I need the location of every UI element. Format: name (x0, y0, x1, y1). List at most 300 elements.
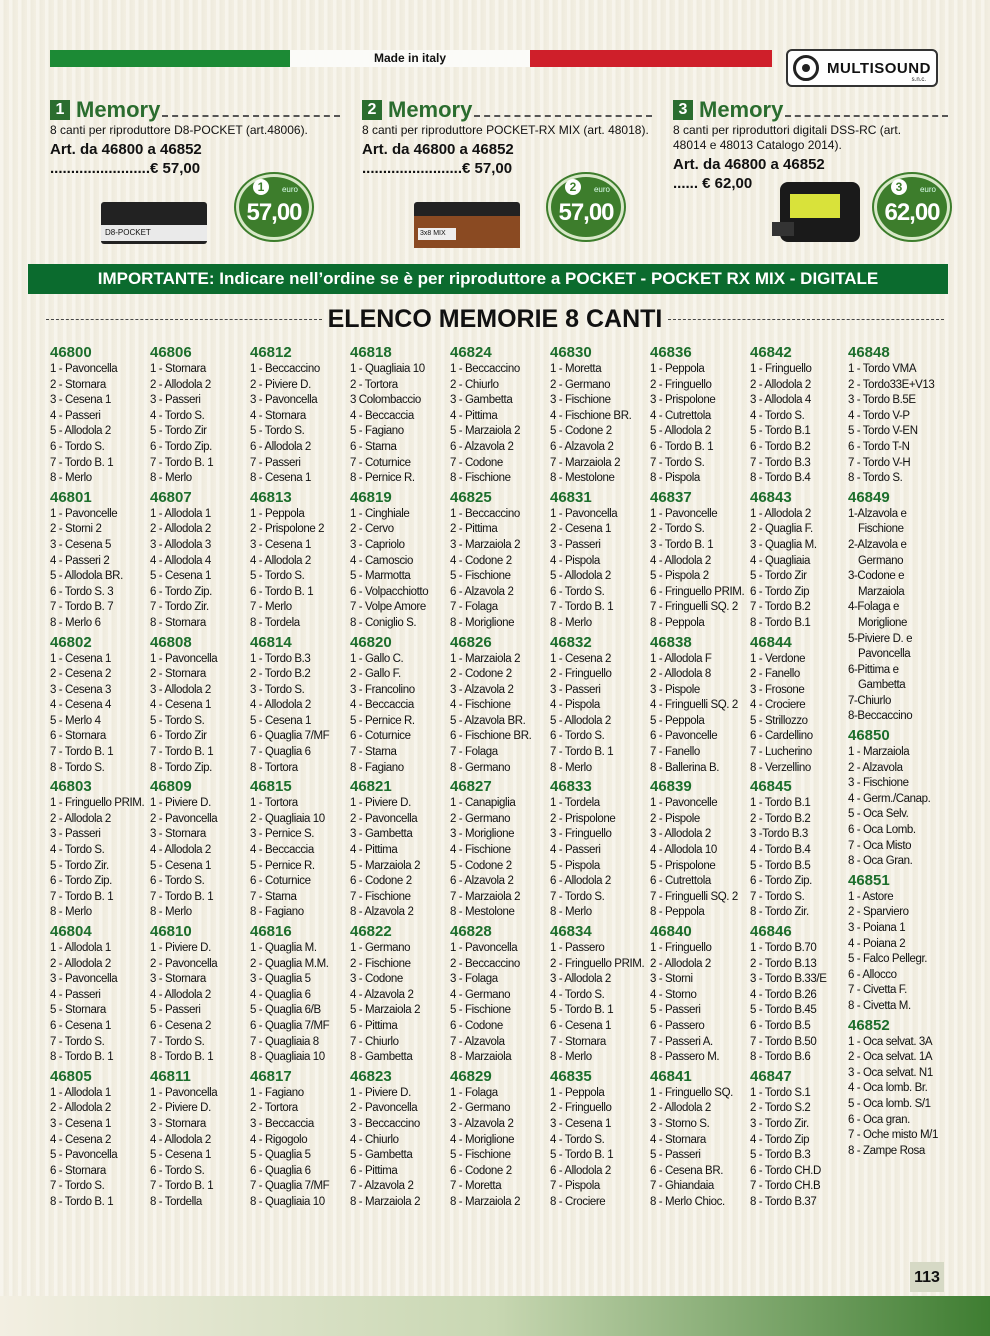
memory-block (250, 778, 348, 921)
song-item: 6 - Tordo B.5 (750, 1019, 811, 1032)
song-item: 5 - Quaglia 5 (250, 1149, 311, 1162)
song-item: 5 - Cesena 1 (150, 1149, 212, 1162)
song-item: 3 - Passeri (550, 683, 601, 696)
song-item: 4 - Allodola 10 (650, 844, 717, 857)
song-item: 2 - Oca selvat. 1A (848, 1051, 933, 1064)
song-item: 1 - Oca selvat. 3A (848, 1035, 933, 1048)
song-item: 3 - Cesena 3 (50, 683, 112, 696)
song-item: 1 - Astore (848, 890, 894, 903)
memory-block (350, 1068, 448, 1211)
song-item: 7 - Tordo B. 1 (550, 601, 614, 614)
song-item: 4 - Cesena 1 (150, 699, 212, 712)
song-item: 1 - Pavoncella (150, 1086, 218, 1099)
song-item: 7-Chiurlo (848, 694, 892, 707)
song-item: 8 - Merlo (550, 761, 592, 774)
song-item: Pavoncella (858, 648, 911, 661)
song-item: 3 - Allodola 2 (550, 973, 611, 986)
song-item: 6 - Quaglia 7/MF (250, 1019, 330, 1032)
song-item: 2 - Germano (550, 378, 611, 391)
song-item: 2 - Allodola 2 (50, 1102, 111, 1115)
song-item: 4 - Allodola 2 (250, 554, 311, 567)
song-item: 1 - Verdone (750, 652, 806, 665)
song-item: 5 - Allodola 2 (550, 570, 611, 583)
song-item: 3 - Tordo B.33/E (750, 973, 827, 986)
memory-code: 46846 (750, 923, 792, 940)
song-item: 3 - Tordo B. 1 (650, 538, 714, 551)
song-item: 8 - Tordo B.1 (750, 616, 811, 629)
song-item: 8 - Marzaiola 2 (350, 1195, 421, 1208)
song-item: 6 - Tordo Zip. (150, 585, 212, 598)
song-item: Moriglione (858, 616, 908, 629)
song-item: 7 - Tordo S. (750, 890, 805, 903)
memory-code: 46829 (450, 1067, 492, 1085)
song-item: 2 - Pavoncella (350, 812, 418, 825)
speaker-icon (793, 55, 819, 81)
song-item: 8 - Coniglio S. (350, 616, 417, 629)
song-item: 5 - Oca Selv. (848, 808, 909, 821)
song-item: 2 - Codone 2 (450, 668, 512, 681)
song-item: 5 - Passeri (650, 1149, 701, 1162)
memory-block (150, 1068, 248, 1211)
badge-number: 3 (891, 179, 907, 195)
memory-code: 46824 (450, 344, 492, 361)
song-item: 3 - Oca selvat. N1 (848, 1066, 933, 1079)
song-item: 3 - Storni (650, 973, 693, 986)
memory-block (750, 1068, 848, 1211)
song-item: 3 - Quaglia 5 (250, 973, 311, 986)
song-item: 8 - Alzavola 2 (350, 906, 414, 919)
song-item: 6 - Tordo B. 1 (650, 440, 714, 453)
dashed-divider (474, 103, 652, 117)
memory-code: 46825 (450, 488, 492, 506)
dss-rc-digital-device-image (780, 182, 860, 242)
memory-block (650, 778, 748, 921)
song-item: 3 - Allodola 3 (150, 538, 211, 551)
memory-block (750, 489, 848, 632)
song-item: 7 - Chiurlo (350, 1035, 399, 1048)
song-item: 1 - Piviere D. (150, 942, 211, 954)
song-item: 3 - Prispolone (650, 394, 716, 407)
memory-code: 46819 (350, 488, 392, 506)
memory-code: 46835 (550, 1067, 592, 1085)
song-item: 7 - Tordo B. 1 (50, 456, 114, 469)
song-item: 3 - Marzaiola 2 (450, 538, 521, 551)
song-item: 5 - Tordo S. (150, 714, 205, 727)
song-item: 3 - Storno S. (650, 1117, 710, 1130)
song-item: 3 - Capriolo (350, 538, 405, 551)
song-item: 6 - Alzavola 2 (450, 440, 514, 453)
song-item: 3 - Codone (350, 973, 403, 986)
song-item: 5 - Stornara (50, 1004, 106, 1017)
song-item: 1 - Tordela (550, 797, 600, 810)
song-item: 8 - Marzaiola 2 (450, 1195, 521, 1208)
memory-code: 46839 (650, 778, 692, 796)
pocket-rx-mix-device-image (414, 202, 520, 248)
memory-code: 46823 (350, 1067, 392, 1085)
memory-column (450, 344, 548, 1213)
song-item: 1 - Cesena 1 (50, 652, 112, 665)
song-item: 3 - Fischione (848, 777, 909, 790)
song-item: 1 - Allodola 1 (50, 1086, 111, 1099)
song-item: 7 - Stornara (550, 1035, 606, 1048)
song-item: 2 - Fanello (750, 668, 800, 681)
song-item: 5 - Merlo 4 (50, 714, 101, 727)
memory-block (848, 489, 946, 725)
memory-block (650, 1068, 748, 1211)
song-item: 8 - Merlo (550, 1051, 592, 1064)
song-item: 8 - Verzellino (750, 761, 811, 774)
made-in-italy-label: Made in italy (290, 50, 530, 67)
badge-euro: euro (919, 185, 936, 194)
song-item: 3 - Francolino (350, 683, 415, 696)
song-item: 3 - Stornara (150, 828, 206, 841)
song-item: 6 - Pittima (350, 1019, 398, 1032)
product-memory-2 (362, 97, 652, 177)
song-item: 3 - Pernice S. (250, 828, 315, 841)
memory-block (250, 344, 348, 487)
memory-code: 46815 (250, 778, 292, 796)
memory-block (450, 634, 548, 777)
song-item: 7 - Passeri A. (650, 1035, 713, 1048)
price-badge-1 (236, 174, 312, 240)
song-item: 7 - Fringuelli SQ. 2 (650, 890, 738, 903)
song-item: 7 - Lucherino (750, 746, 812, 759)
song-item: 5 - Marzaiola 2 (450, 425, 521, 438)
song-item: 6 - Cesena 2 (150, 1019, 212, 1032)
memory-code: 46838 (650, 633, 692, 651)
memory-block (550, 778, 648, 921)
badge-price: 57,00 (246, 199, 302, 226)
song-item: 5 - Cesena 1 (250, 714, 312, 727)
song-item: 5 - Allodola BR. (50, 570, 123, 583)
song-item: 3 - Tordo Zir. (750, 1117, 809, 1130)
memory-code: 46806 (150, 344, 192, 361)
song-item: 8 - Tordo B.6 (750, 1051, 811, 1064)
song-item: 5 - Pispola 2 (650, 570, 709, 583)
song-item: 2 - Stornara (50, 378, 106, 391)
memory-column (350, 344, 448, 1213)
memory-code: 46836 (650, 344, 692, 361)
song-item: 2 - Allodola 8 (650, 668, 711, 681)
song-item: 1 - Pavoncella (50, 363, 118, 375)
memory-block (750, 634, 848, 777)
song-item: 1 - Tordo VMA (848, 363, 917, 375)
memory-code: 46813 (250, 488, 292, 506)
song-item: 4 - Allodola 2 (150, 1133, 211, 1146)
song-item: 5 - Fischione (450, 1004, 511, 1017)
song-item: 5 - Allodola 2 (50, 425, 111, 438)
song-item: 7 - Codone (450, 456, 503, 469)
song-item: 7 - Tordo S. (50, 1180, 105, 1193)
song-item: 6 - Alzavola 2 (450, 875, 514, 888)
memory-code: 46847 (750, 1067, 792, 1085)
memory-block (848, 727, 946, 870)
memory-code: 46844 (750, 633, 792, 651)
memory-code: 46840 (650, 923, 692, 940)
song-item: 4 - Allodola 2 (150, 988, 211, 1001)
product-price: ........................€ 57,00 (362, 160, 513, 177)
memory-block (150, 923, 248, 1066)
song-item: 6 - Alzavola 2 (450, 585, 514, 598)
song-item: 3-Codone e (848, 570, 905, 583)
song-item: 8 - Gambetta (350, 1051, 413, 1064)
memory-column (550, 344, 648, 1213)
memory-code: 46842 (750, 344, 792, 361)
song-item: 7 - Volpe Amore (350, 601, 426, 614)
song-item: 6 - Tordo S. (550, 585, 605, 598)
song-item: 2-Alzavola e (848, 538, 907, 551)
song-item: 1 - Tordo B.3 (250, 652, 311, 665)
memory-block (650, 344, 748, 487)
song-item: 8 - Quagliaia 10 (250, 1195, 325, 1208)
song-item: 5 - Tordo B. 1 (550, 1004, 614, 1017)
memory-block (750, 344, 848, 487)
song-item: 7 - Tordo S. (550, 890, 605, 903)
song-item: 4 - Passeri (550, 844, 601, 857)
song-item: 2 - Pittima (450, 523, 498, 536)
song-item: 5 - Peppola (650, 714, 705, 727)
song-item: 4 - Tordo S. (50, 844, 105, 857)
song-item: 3 - Tordo S. (250, 683, 305, 696)
memory-code: 46803 (50, 778, 92, 796)
memory-column (150, 344, 248, 1213)
song-item: 5 - Cesena 1 (150, 859, 212, 872)
song-item: 1 - Piviere D. (150, 797, 211, 810)
song-item: 8 - Mestolone (550, 472, 615, 485)
song-item: 3 -Tordo B.3 (750, 828, 808, 841)
memory-code: 46822 (350, 923, 392, 940)
song-item: 5 - Gambetta (350, 1149, 413, 1162)
song-item: 1-Alzavola e (848, 507, 907, 520)
song-item: 2 - Allodola 2 (650, 957, 711, 970)
song-item: 4 - Pittima (450, 409, 498, 422)
song-item: 5 - Marzaiola 2 (350, 1004, 421, 1017)
song-item: 4 - Stornara (250, 409, 306, 422)
song-item: 6 - Codone 2 (350, 875, 412, 888)
memory-column (848, 344, 946, 1161)
song-item: 7 - Marzaiola 2 (550, 456, 621, 469)
song-item: 8 - Mestolone (450, 906, 515, 919)
song-item: 7 - Tordo V-H (848, 456, 911, 469)
song-item: 5 - Cesena 1 (150, 570, 212, 583)
song-item: 4 - Tordo S. (550, 988, 605, 1001)
song-item: 5 - Passeri (650, 1004, 701, 1017)
song-item: 8 - Tordo B.37 (750, 1195, 817, 1208)
song-item: 7 - Tordo B.3 (750, 456, 811, 469)
memory-code: 46826 (450, 633, 492, 651)
song-item: 7 - Quaglia 7/MF (250, 1180, 330, 1193)
song-item: 2 - Prispolone 2 (250, 523, 325, 536)
badge-price: 57,00 (558, 199, 614, 226)
song-item: 5 - Marmotta (350, 570, 411, 583)
product-memory-1 (50, 97, 340, 177)
song-item: 6 - Coturnice (250, 875, 311, 888)
memory-code: 46800 (50, 344, 92, 361)
song-item: 2 - Tortora (350, 378, 398, 391)
song-item: 4 - Alzavola 2 (350, 988, 414, 1001)
song-item: 1 - Folaga (450, 1086, 498, 1099)
song-item: 1 - Piviere D. (350, 1086, 411, 1099)
footer-gradient (0, 1296, 990, 1336)
memory-code: 46807 (150, 488, 192, 506)
song-item: 6 - Coturnice (350, 730, 411, 743)
product-description: 8 canti per riproduttore POCKET-RX MIX (art. 48018). (362, 123, 649, 137)
song-item: 2 - Storni 2 (50, 523, 102, 536)
song-item: 7 - Fischione (350, 890, 411, 903)
song-item: 5 - Tordo B. 1 (550, 1149, 614, 1162)
song-item: 4 - Cesena 4 (50, 699, 112, 712)
song-item: 4 - Fringuelli SQ. 2 (650, 699, 738, 712)
memory-column (650, 344, 748, 1213)
song-item: 7 - Tordo B. 1 (150, 746, 214, 759)
song-item: 5 - Allodola 2 (550, 714, 611, 727)
memory-block (450, 923, 548, 1066)
song-item: 4 - Passeri (50, 988, 101, 1001)
song-item: 3 - Fringuello (550, 828, 612, 841)
memory-code: 46805 (50, 1067, 92, 1085)
memory-block (350, 923, 448, 1066)
song-item: 3 - Moriglione (450, 828, 515, 841)
song-item: 7 - Tordo B. 1 (150, 890, 214, 903)
product-price: ........................€ 57,00 (50, 160, 201, 177)
memory-block (150, 634, 248, 777)
memory-code: 46845 (750, 778, 792, 796)
memory-code: 46849 (848, 488, 890, 506)
song-item: 3 - Gambetta (450, 394, 513, 407)
song-item: 8 - Tordo B. 1 (150, 1051, 214, 1064)
song-item: 8 - Tordo B. 1 (50, 1051, 114, 1064)
memory-code: 46828 (450, 923, 492, 940)
song-item: 8-Beccaccino (848, 710, 913, 723)
song-item: 6 - Allodola 2 (550, 875, 611, 888)
song-item: 8 - Pispola (650, 472, 700, 485)
product-number: 2 (362, 100, 382, 120)
song-item: 7 - Tordo B.50 (750, 1035, 817, 1048)
song-item: 4 - Crociere (750, 699, 806, 712)
song-item: 2 - Fringuello (550, 1102, 612, 1115)
song-item: 8 - Merlo (550, 616, 592, 629)
song-item: 4 - Stornara (650, 1133, 706, 1146)
price-badge-2 (548, 174, 624, 240)
song-item: 6 - Tordo Zip. (150, 440, 212, 453)
multisound-logo (786, 49, 938, 87)
song-item: 3 - Pavoncella (50, 973, 118, 986)
song-item: 1 - Tordo B.1 (750, 797, 811, 810)
song-item: 8 - Marzaiola (450, 1051, 512, 1064)
song-item: 7 - Tordo S. (650, 456, 705, 469)
song-item: 7 - Oche misto M/1 (848, 1129, 938, 1142)
product-description: 8 canti per riproduttori digitali DSS-RC (art. 48014 e 48013 Catalogo 2014). (673, 123, 902, 152)
song-item: 2 - Pavoncella (150, 957, 218, 970)
memory-code: 46851 (848, 871, 890, 889)
important-notice-banner: IMPORTANTE: Indicare nell’ordine se è per riproduttore a POCKET - POCKET RX MIX - DIGITALE (28, 264, 948, 294)
song-item: 6 - Cardellino (750, 730, 813, 743)
song-item: 6 - Tordo Zir (150, 730, 207, 743)
song-item: 8 - Civetta M. (848, 999, 911, 1012)
song-item: 7 - Tordo S. (50, 1035, 105, 1048)
song-item: 6 - Quaglia 7/MF (250, 730, 330, 743)
song-item: 4 - Oca lomb. Br. (848, 1082, 928, 1095)
device-connector (772, 222, 794, 236)
memory-code: 46802 (50, 633, 92, 651)
dashed-divider (785, 103, 948, 117)
song-item: 6 - Tordo S. (150, 875, 205, 888)
song-item: Marzaiola (858, 585, 905, 598)
song-item: 8 - Crociere (550, 1195, 606, 1208)
song-item: 1 - Allodola 2 (750, 507, 811, 520)
badge-price: 62,00 (884, 199, 940, 226)
memory-block (50, 778, 148, 921)
memory-block (848, 344, 946, 487)
song-item: 2 - Tordo S. (650, 523, 705, 536)
song-item: 8 - Peppola (650, 906, 705, 919)
song-item: 3 - Allodola 4 (750, 394, 811, 407)
song-item: 5 - Quaglia 6/B (250, 1004, 321, 1017)
memory-code: 46808 (150, 633, 192, 651)
song-item: 5 - Pispola (550, 859, 600, 872)
song-item: 1 - Tortora (250, 797, 298, 810)
product-price: ...... € 62,00 (673, 175, 753, 192)
song-item: 6 - Pavoncelle (650, 730, 718, 743)
song-item: 1 - Pavoncelle (650, 797, 718, 810)
memory-block (750, 923, 848, 1066)
song-item: 4 - Tordo V-P (848, 409, 910, 422)
song-item: 1 - Fringuello (650, 942, 712, 954)
memory-block (650, 489, 748, 632)
song-item: 3 - Stornara (150, 973, 206, 986)
song-item: 7 - Alzavola (450, 1035, 505, 1048)
song-item: 8 - Ballerina B. (650, 761, 720, 774)
song-item: 7 - Tordo B. 1 (150, 456, 214, 469)
song-item: 3 - Tordo B.5E (848, 394, 916, 407)
memory-block (50, 489, 148, 632)
song-item: 3 - Cesena 1 (50, 394, 112, 407)
product-description: 8 canti per riproduttore D8-POCKET (art.48006). (50, 123, 308, 137)
memory-block (650, 634, 748, 777)
song-item: 4 - Allodola 4 (150, 554, 211, 567)
song-item: 2 - Beccaccino (450, 957, 520, 970)
song-item: 3 - Poiana 1 (848, 922, 906, 934)
song-item: 1 - Piviere D. (350, 797, 411, 810)
song-item: 1 - Germano (350, 942, 411, 954)
song-item: 8 - Germano (450, 761, 511, 774)
memory-code: 46818 (350, 344, 392, 361)
memory-block (450, 1068, 548, 1211)
song-item: 2 - Tortora (250, 1102, 298, 1115)
memory-code: 46848 (848, 344, 890, 361)
memory-block (350, 634, 448, 777)
song-item: 6 - Tordo T-N (848, 440, 910, 453)
song-item: 3 - Fischione (550, 394, 611, 407)
memory-block (450, 489, 548, 632)
song-item: 1 - Fringuello SQ. (650, 1086, 733, 1099)
song-item: 7 - Pispola (550, 1180, 600, 1193)
song-item: 6 - Quaglia 6 (250, 1164, 311, 1177)
song-item: 2 - Allodola 2 (50, 957, 111, 970)
song-item: 7 - Fanello (650, 746, 700, 759)
memory-block (50, 344, 148, 487)
song-item: 4 - Allodola 2 (650, 554, 711, 567)
memory-block (150, 344, 248, 487)
song-item: 7 - Civetta F. (848, 984, 907, 997)
dashed-divider (162, 103, 340, 117)
song-item: 7 - Coturnice (350, 456, 411, 469)
song-item: 4 - Beccaccia (350, 699, 414, 712)
song-item: 1 - Gallo C. (350, 652, 404, 665)
song-item: 7 - Ghiandaia (650, 1180, 714, 1193)
product-title: Memory (388, 97, 473, 122)
song-item: 6 - Oca Lomb. (848, 824, 916, 837)
